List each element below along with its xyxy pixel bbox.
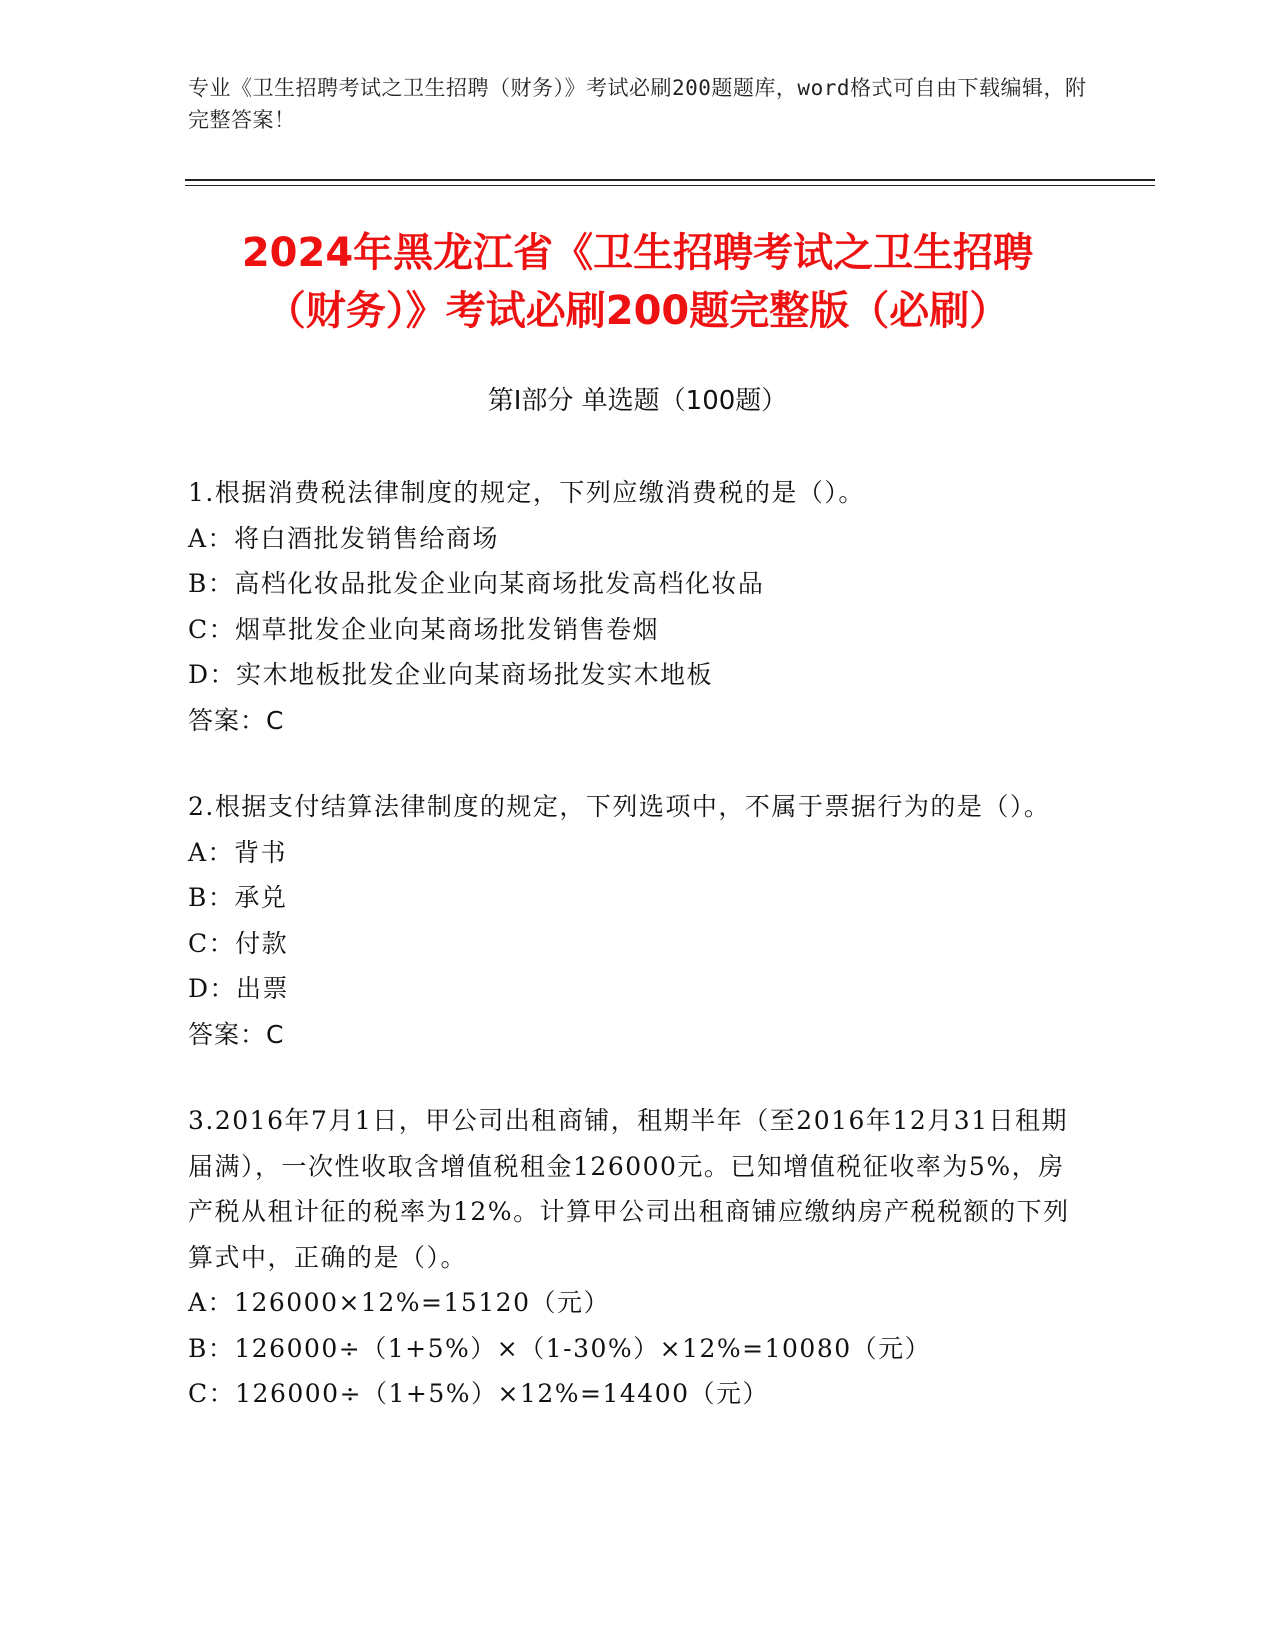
question-3 (188, 1098, 1088, 1417)
option-c: C：126000÷（1+5%）×12%=14400（元） (188, 1379, 770, 1408)
option-b: B：高档化妆品批发企业向某商场批发高档化妆品 (188, 569, 765, 598)
option-a: A：将白酒批发销售给商场 (188, 523, 500, 553)
option-d: D：出票 (188, 974, 290, 1003)
document-title-line-1: 2024年黑龙江省《卫生招聘考试之卫生招聘 (241, 230, 1034, 276)
question-1 (188, 470, 1088, 743)
option-d: D：实木地板批发企业向某商场批发实木地板 (188, 660, 714, 689)
question-list (188, 470, 1088, 1458)
question-stem: 3.2016年7月1日，甲公司出租商铺，租期半年（至2016年12月31日租期届满），一次性收取含增值税租金126000元。已知增值税征收率为5%，房产税从租计征的税率为12%。计算甲公司出租商铺应缴纳房产税税额的下列算式中，正确的是（）。 (188, 1106, 1070, 1272)
document-title-line-2: （财务）》考试必刷200题完整版（必刷） (265, 288, 1010, 334)
question-2 (188, 784, 1088, 1057)
question-stem: 2.根据支付结算法律制度的规定，下列选项中，不属于票据行为的是（）。 (188, 792, 1051, 821)
header-divider-bottom (185, 185, 1155, 186)
question-stem: 1.根据消费税法律制度的规定，下列应缴消费税的是（）。 (188, 478, 865, 507)
option-c: C：烟草批发企业向某商场批发销售卷烟 (188, 614, 660, 644)
option-c: C：付款 (188, 928, 289, 958)
option-b: B：承兑 (188, 883, 288, 912)
option-a: A：126000×12%=15120（元） (188, 1288, 610, 1317)
option-b: B：126000÷（1+5%）×（1-30%）×12%=10080（元） (188, 1333, 932, 1363)
header-divider-top (185, 179, 1155, 181)
document-title (130, 224, 1145, 340)
section-title: 第Ⅰ部分 单选题（100题） (487, 386, 788, 416)
header-note: 专业《卫生招聘考试之卫生招聘（财务）》考试必刷200题题库，word格式可自由下载编辑，附完整答案！ (188, 76, 1087, 132)
option-a: A：背书 (188, 837, 288, 867)
answer: 答案：C (188, 1019, 285, 1049)
answer: 答案：C (188, 705, 285, 735)
